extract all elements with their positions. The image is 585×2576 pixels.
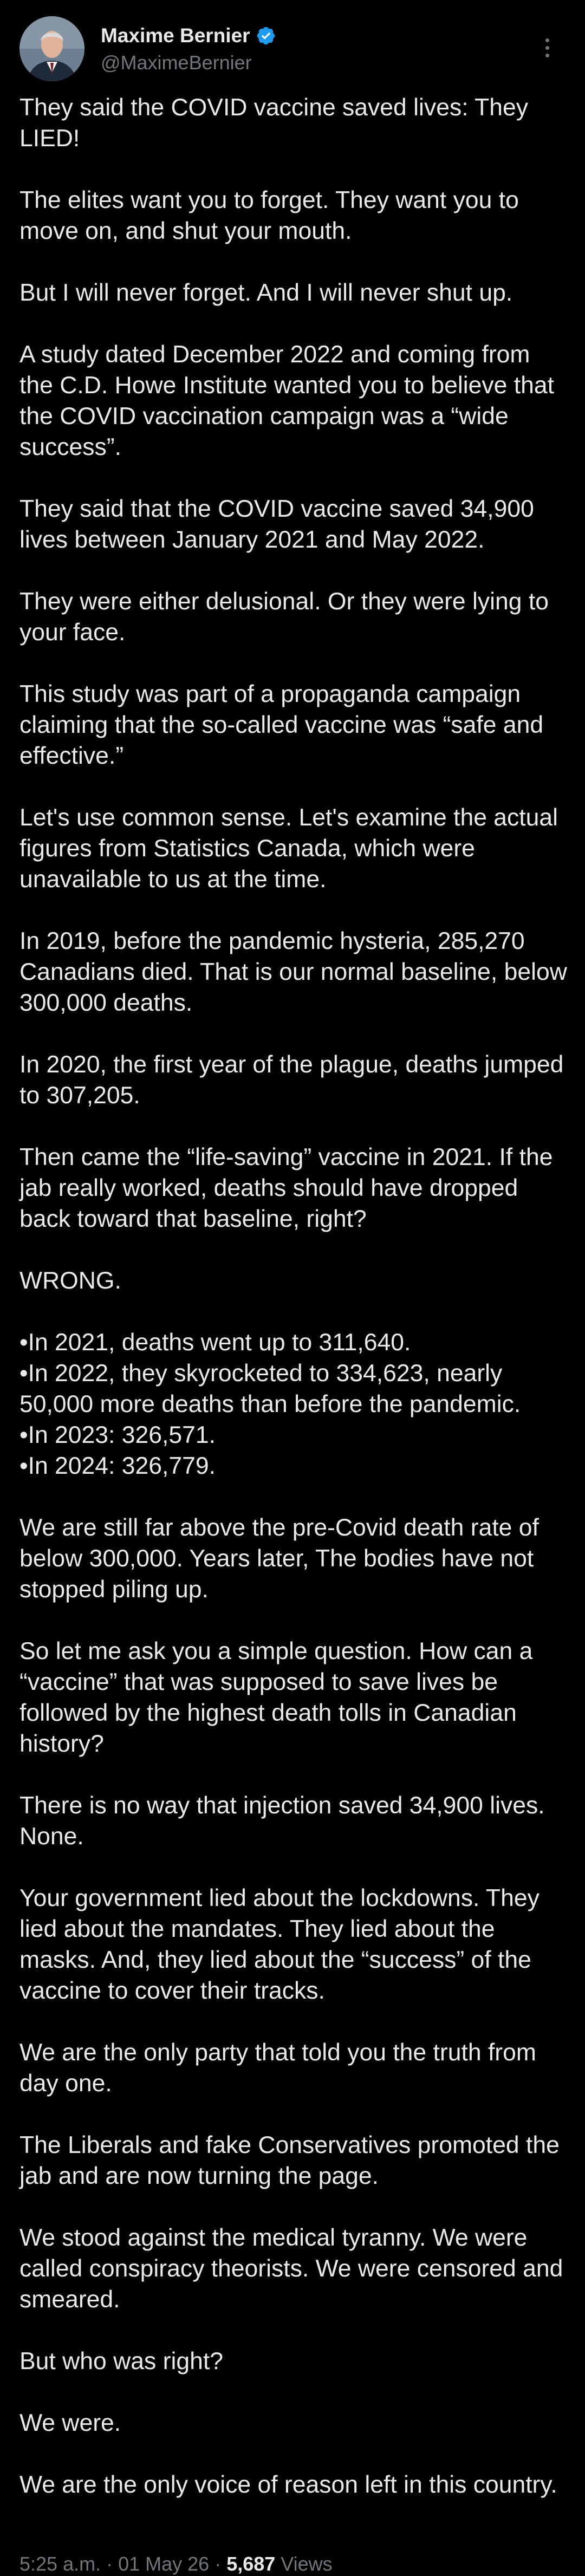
post-paragraph: In 2020, the first year of the plague, deaths jumped to 307,205. <box>20 1051 564 1109</box>
post-paragraph: We are the only voice of reason left in this country. <box>20 2471 557 2498</box>
author-display-name[interactable]: Maxime Bernier <box>101 24 250 47</box>
author-handle[interactable]: @MaximeBernier <box>101 51 252 74</box>
post-paragraph: Let's use common sense. Let's examine the actual figures from Statistics Canada, which were unavailable to us at the time. <box>20 804 558 893</box>
post-time[interactable]: 5:25 a.m. <box>20 2553 101 2575</box>
more-vertical-icon[interactable] <box>536 31 558 64</box>
post-text <box>20 92 570 2500</box>
post-meta <box>20 2552 333 2576</box>
post-paragraph: But who was right? <box>20 2348 223 2375</box>
views-count: 5,687 <box>226 2553 276 2575</box>
post-paragraph: So let me ask you a simple question. How can a “vaccine” that was supposed to save lives be followed by the highest death tolls in Canadian history? <box>20 1638 533 1757</box>
post-paragraph: In 2019, before the pandemic hysteria, 285,270 Canadians died. That is our normal baseline, below 300,000 deaths. <box>20 928 567 1016</box>
author-name-row[interactable] <box>101 24 276 48</box>
post-paragraph: The elites want you to forget. They want you to move on, and shut your mouth. <box>20 187 519 244</box>
post-paragraph: The Liberals and fake Conservatives promoted the jab and are now turning the page. <box>20 2132 560 2189</box>
profile-photo-icon <box>20 16 84 81</box>
post-paragraph: There is no way that injection saved 34,900 lives. None. <box>20 1792 545 1850</box>
post-paragraph: They said the COVID vaccine saved lives: They LIED! <box>20 94 529 152</box>
post-paragraph: We are the only party that told you the truth from day one. <box>20 2039 536 2097</box>
post-paragraph: But I will never forget. And I will never shut up. <box>20 279 513 306</box>
post-paragraph: Then came the “life-saving” vaccine in 2021. If the jab really worked, deaths should have dropped back toward that baseline, right? <box>20 1144 553 1232</box>
post-header <box>20 16 566 81</box>
meta-separator: · <box>209 2553 227 2575</box>
verified-badge-icon <box>256 25 276 46</box>
avatar[interactable] <box>20 16 84 81</box>
post-paragraph: We are still far above the pre-Covid death rate of below 300,000. Years later, The bodies have not stopped piling up. <box>20 1514 539 1603</box>
post-date[interactable]: 01 May 26 <box>118 2553 210 2575</box>
post-paragraph: Your government lied about the lockdowns. They lied about the mandates. They lied about the masks. And, they lied about the “success” of the vaccine to cover their tracks. <box>20 1885 540 2004</box>
post-paragraph: WRONG. <box>20 1267 121 1294</box>
post-paragraph: They were either delusional. Or they were lying to your face. <box>20 588 549 646</box>
post-paragraph: •In 2021, deaths went up to 311,640. •In 2022, they skyrocketed to 334,623, nearly 50,000 more deaths than before the pandemic. •In 2023: 326,571. •In 2024: 326,779. <box>20 1329 521 1479</box>
post-paragraph: They said that the COVID vaccine saved 34,900 lives between January 2021 and May 2022. <box>20 496 534 553</box>
post-paragraph: A study dated December 2022 and coming from the C.D. Howe Institute wanted you to believe that the COVID vaccination campaign was a “wide success”. <box>20 341 554 460</box>
views-label: Views <box>275 2553 333 2575</box>
post-paragraph: We stood against the medical tyranny. We were called conspiracy theorists. We were censored and smeared. <box>20 2224 563 2313</box>
post-paragraph: This study was part of a propaganda campaign claiming that the so-called vaccine was “safe and effective.” <box>20 681 544 769</box>
post-paragraph: We were. <box>20 2410 121 2436</box>
meta-separator: · <box>101 2553 119 2575</box>
